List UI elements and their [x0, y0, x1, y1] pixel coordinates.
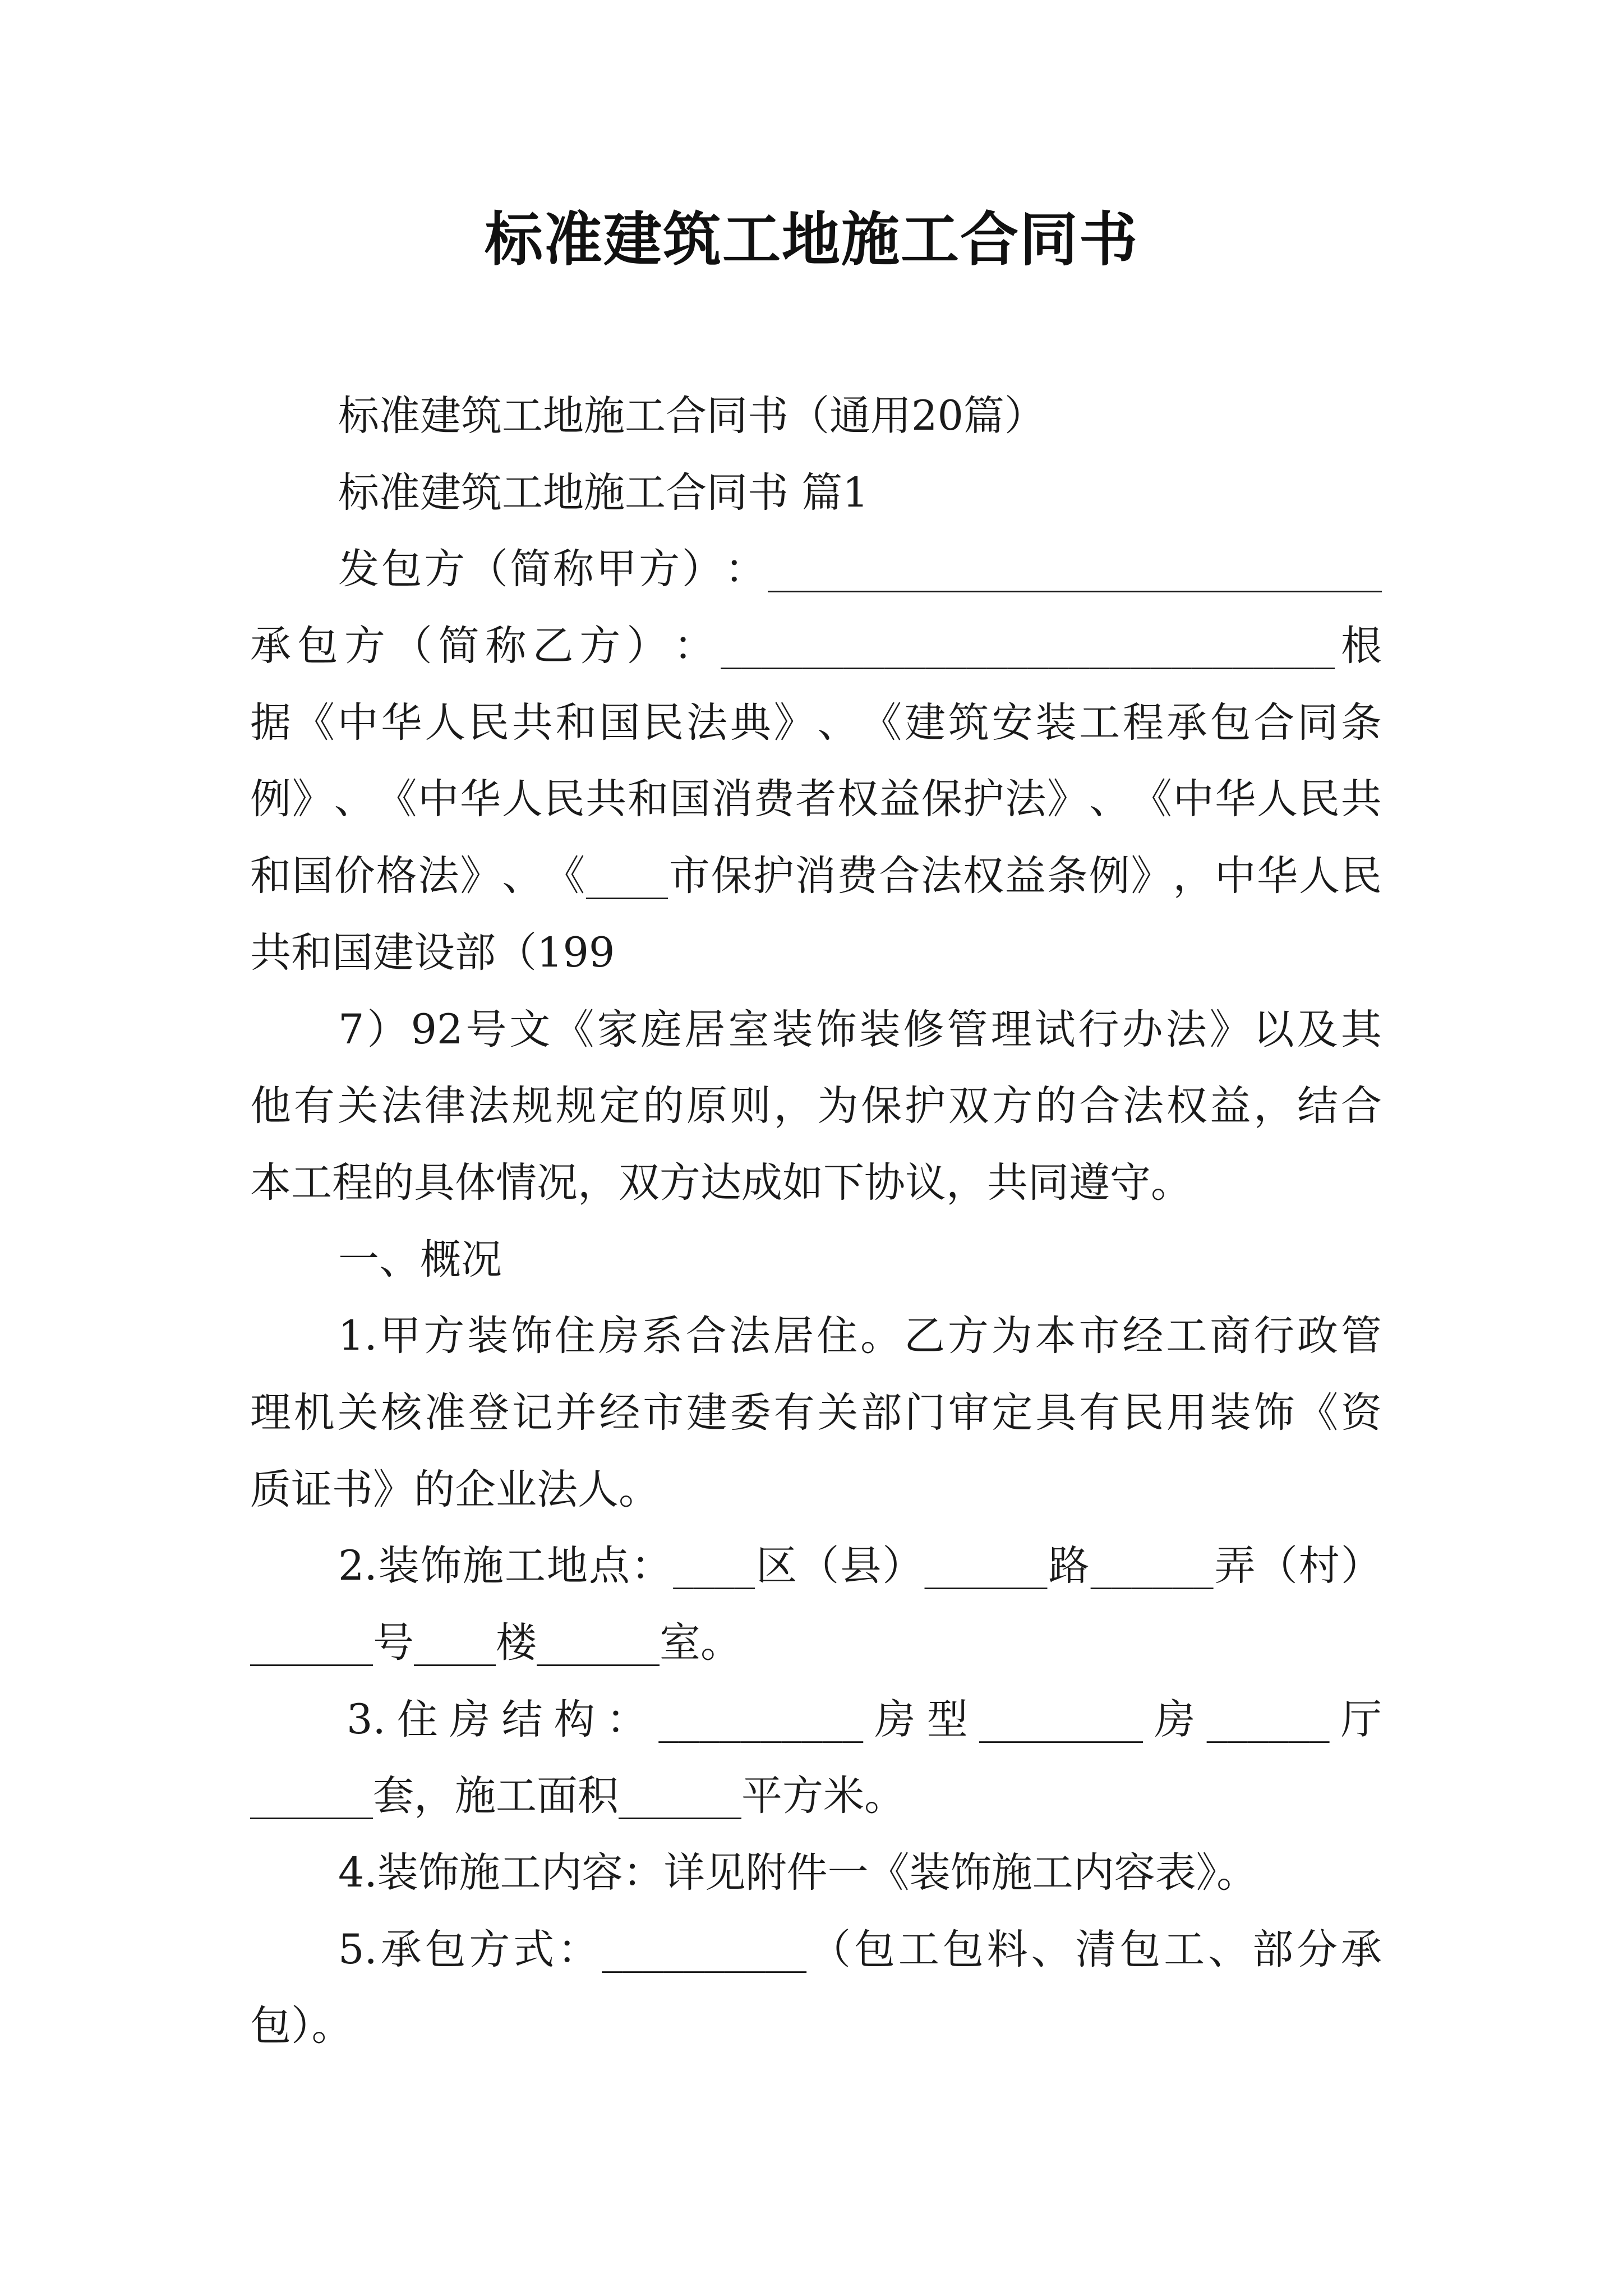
paragraph-line: 和 国 价 格 法 》 、 《 ____ 市 保 护 消 费 合 法 权 益 条 例 》 ， 中 华 人 民 [250, 852, 1382, 900]
employer-line: 发 包 方 （ 简 称 甲 方 ） ： ______________________________ [338, 545, 1382, 593]
clause-4 [250, 1835, 1382, 1912]
document-body [250, 378, 1382, 2065]
paragraph-line: 5. 承 包 方 式 ： __________ （ 包 工 包 料 、 清 包 工 、 部 分 承 [338, 1925, 1382, 1973]
paragraph-line: 一、概况 [338, 1235, 502, 1283]
paragraph-line: 包）。 [250, 2002, 353, 2050]
preamble-paragraph [250, 992, 1382, 1222]
article-heading [250, 455, 1382, 532]
document-title: 标准建筑工地施工合同书 [484, 205, 1138, 274]
clause-1 [250, 1298, 1382, 1528]
paragraph-line: 质证书》的企业法人。 [250, 1465, 660, 1513]
section-heading [250, 1222, 1382, 1299]
paragraph-line: 标准建筑工地施工合同书（通用20篇） [338, 392, 1045, 440]
paragraph-line: 理 机 关 核 准 登 记 并 经 市 建 委 有 关 部 门 审 定 具 有 民 用 装 饰 《 资 [250, 1388, 1382, 1437]
paragraph-line: 本工程的具体情况，双方达成如下协议，共同遵守。 [250, 1158, 1192, 1207]
paragraph-line: 据 《 中 华 人 民 共 和 国 民 法 典 》 、 《 建 筑 安 装 工 程 承 包 合 同 条 [250, 698, 1382, 747]
clause-3 [250, 1682, 1382, 1835]
paragraph-line: 共和国建设部（199 [250, 928, 615, 977]
clause-5 [250, 1912, 1382, 2065]
paragraph-line: 4.装饰施工内容：详见附件一《装饰施工内容表》。 [338, 1849, 1258, 1897]
paragraph-line: 他 有 关 法 律 法 规 规 定 的 原 则 ， 为 保 护 双 方 的 合 法 权 益 ， 结 合 [250, 1082, 1382, 1130]
paragraph-line: 3. 住 房 结 构 ： __________ 房 型 ________ 房 ______ 厅 [347, 1695, 1382, 1743]
clause-2 [250, 1528, 1382, 1681]
paragraph-line: ______套，施工面积______平方米。 [250, 1772, 905, 1820]
paragraph-line: 标准建筑工地施工合同书 篇1 [338, 468, 869, 517]
collection-subtitle [250, 378, 1382, 455]
paragraph-line: 例 》 、 《 中 华 人 民 共 和 国 消 费 者 权 益 保 护 法 》 、 《 中 华 人 民 共 [250, 775, 1382, 823]
paragraph-line: 2. 装 饰 施 工 地 点 ： ____ 区 （ 县 ） ______ 路 ______ 弄 （ 村 ） [338, 1542, 1382, 1590]
paragraph-line: 7 ） 92 号 文 《 家 庭 居 室 装 饰 装 修 管 理 试 行 办 法 》 以 及 其 [338, 1005, 1382, 1053]
parties-paragraph [250, 531, 1382, 991]
paragraph-line: 1. 甲 方 装 饰 住 房 系 合 法 居 住 。 乙 方 为 本 市 经 工 商 行 政 管 [338, 1312, 1382, 1360]
paragraph-line: ______号____楼______室。 [250, 1619, 741, 1667]
contractor-line: 承 包 方 （ 简 称 乙 方 ） ： ______________________________ 根 [250, 622, 1382, 670]
